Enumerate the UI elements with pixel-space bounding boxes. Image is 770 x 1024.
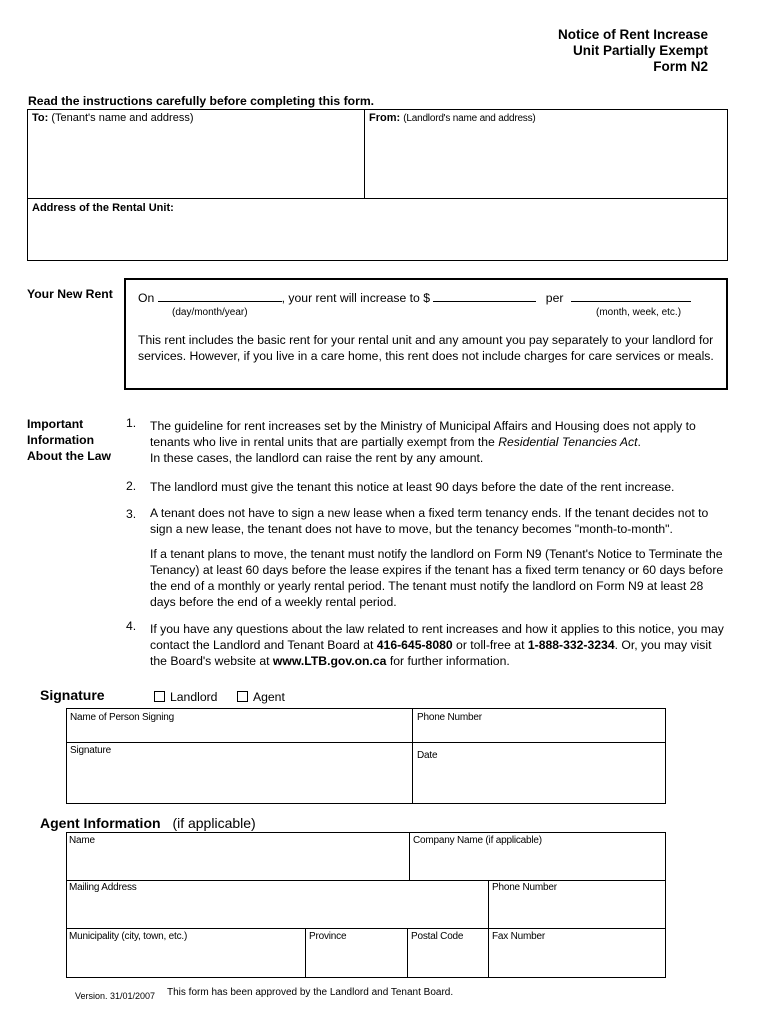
new-rent-box — [124, 278, 728, 390]
ltb-tollfree: 1-888-332-3234 — [527, 638, 615, 652]
signature-date-field[interactable]: Date — [417, 750, 438, 761]
parties-box — [27, 109, 728, 261]
landlord-checkbox-box[interactable] — [154, 691, 165, 702]
effective-date-field[interactable] — [158, 301, 282, 302]
ltb-website-link[interactable]: www.LTB.gov.on.ca — [272, 654, 387, 668]
agent-info-title: Agent Information — [40, 815, 161, 831]
agent-checkbox[interactable] — [237, 690, 285, 704]
item-4-number: 4. — [126, 619, 137, 633]
signature-divider-h — [67, 742, 665, 743]
per-text: per — [545, 291, 564, 305]
to-field[interactable] — [32, 112, 193, 124]
approval-text: This form has been approved by the Landlord and Tenant Board. — [167, 987, 454, 998]
to-hint: (Tenant's name and address) — [51, 112, 194, 124]
form-header — [558, 27, 708, 75]
instruction-text: Read the instructions carefully before completing this form. — [28, 94, 375, 108]
agent-province-field[interactable]: Province — [309, 931, 347, 942]
signature-title: Signature — [40, 687, 105, 703]
item-2-number: 2. — [126, 479, 137, 493]
agent-municipality-field[interactable]: Municipality (city, town, etc.) — [69, 931, 188, 942]
form-title: Notice of Rent Increase — [557, 27, 708, 42]
date-hint: (day/month/year) — [172, 307, 248, 318]
signer-name-field[interactable]: Name of Person Signing — [70, 712, 174, 723]
increase-text: , your rent will increase to $ — [281, 291, 431, 305]
to-label: To: — [32, 112, 49, 124]
item-1-text: The guideline for rent increases set by the Ministry of Municipal Affairs and Housing does not apply to tenants who live in rental units that are partially exempt from the Residential Tenancies Act. In these cases, the landlord can raise the rent by any amount. — [150, 419, 696, 465]
new-rent-line — [138, 291, 691, 305]
rental-unit-address-field[interactable]: Address of the Rental Unit: — [32, 202, 174, 214]
new-rent-section-label: Your New Rent — [27, 287, 113, 301]
agent-divider-5 — [305, 928, 306, 978]
landlord-label: Landlord — [170, 690, 218, 704]
agent-fax-field[interactable]: Fax Number — [492, 931, 546, 942]
agent-postal-code-field[interactable]: Postal Code — [411, 931, 464, 942]
agent-mailing-address-field[interactable]: Mailing Address — [69, 882, 137, 893]
agent-phone-field[interactable]: Phone Number — [492, 882, 557, 893]
from-hint: (Landlord's name and address) — [403, 113, 536, 124]
agent-label: Agent — [253, 690, 285, 704]
from-label: From: — [369, 112, 401, 124]
important-info-label: Important Information About the Law — [27, 417, 111, 463]
form-number: Form N2 — [653, 59, 708, 74]
item-3-number: 3. — [126, 507, 137, 521]
signature-divider-v — [412, 709, 413, 803]
signer-phone-field[interactable]: Phone Number — [417, 712, 482, 723]
agent-divider-4 — [67, 928, 665, 929]
form-subtitle: Unit Partially Exempt — [572, 43, 708, 58]
item-3-text: A tenant does not have to sign a new lease when a fixed term tenancy ends. If the tenant decides not to sign a new lease, the tenant does not have to move, but the tenancy becomes "month-to-month". — [150, 506, 709, 536]
signature-box — [66, 708, 666, 804]
item-2-text: The landlord must give the tenant this notice at least 90 days before the date of the rent increase. — [150, 480, 675, 494]
version-text: Version. 31/01/2007 — [75, 991, 156, 1001]
agent-divider-6 — [407, 928, 408, 978]
item-1-number: 1. — [126, 416, 137, 430]
parties-divider — [364, 110, 365, 199]
rta-act-name: Residential Tenancies Act — [498, 435, 638, 449]
on-text: On — [138, 291, 155, 305]
agent-divider-1 — [409, 833, 410, 880]
item-4-text: If you have any questions about the law related to rent increases and how it applies to this notice, you may contact the Landlord and Tenant Board at 416-645-8080 or toll-free at 1-888-332-3234. Or, you may visit the Board's website at www.LTB.gov.on.ca for further information. — [150, 622, 724, 668]
agent-divider-2 — [67, 880, 665, 881]
agent-company-field[interactable]: Company Name (if applicable) — [413, 835, 542, 846]
new-rent-amount-field[interactable] — [433, 301, 536, 302]
agent-info-heading — [40, 815, 256, 831]
address-divider — [28, 198, 727, 199]
signature-field[interactable]: Signature — [70, 745, 112, 756]
period-hint: (month, week, etc.) — [596, 307, 682, 318]
rent-includes-note: This rent includes the basic rent for your rental unit and any amount you pay separately to your landlord for services. However, if you live in a care home, this rent does not include charges for care services or meals. — [138, 333, 714, 363]
agent-info-subtitle: (if applicable) — [172, 815, 256, 831]
from-field[interactable] — [369, 112, 536, 124]
item-3-para2: If a tenant plans to move, the tenant must notify the landlord on Form N9 (Tenant's Notice to Terminate the Tenancy) at least 60 days before the lease expires if the tenant has a fixed term tenancy or 60 days before the end of a monthly or yearly rental period. The tenant must notify the landlord on Form N9 at least 28 days before the end of a weekly rental period. — [150, 547, 724, 609]
agent-info-box — [66, 832, 666, 978]
agent-checkbox-box[interactable] — [237, 691, 248, 702]
agent-divider-3 — [488, 880, 489, 978]
landlord-checkbox[interactable] — [154, 690, 217, 704]
agent-name-field[interactable]: Name — [69, 835, 95, 846]
ltb-phone: 416-645-8080 — [376, 638, 453, 652]
rent-period-field[interactable] — [571, 301, 691, 302]
